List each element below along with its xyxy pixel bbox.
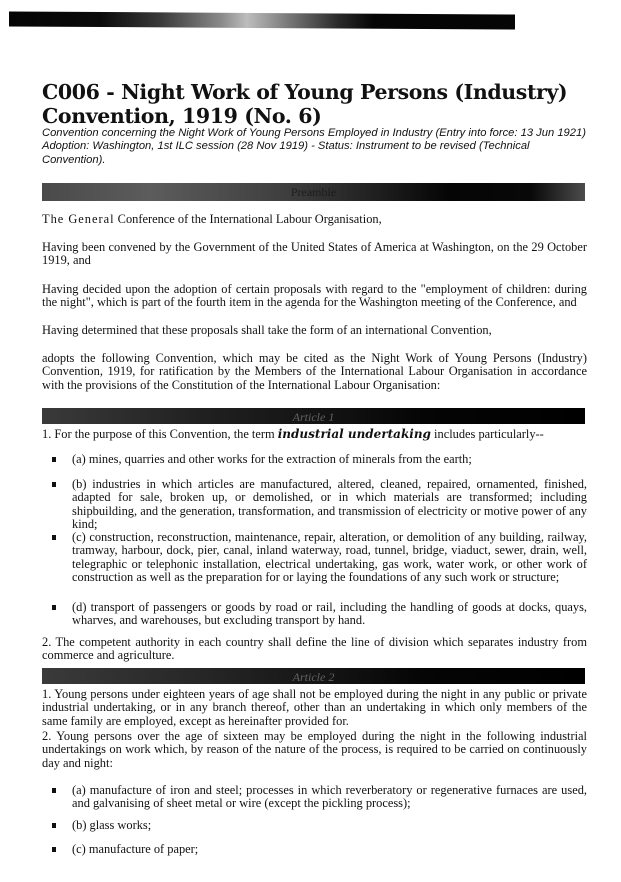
preamble-paragraph: Having been convened by the Government of the United States of America at Washington, on the 29 October 1919, and [42, 240, 587, 268]
article-2-paragraph-2: 2. Young persons over the age of sixteen may be employed during the night in the following industrial undertakings on work which, by reason of the nature of the process, is required to be carried on continuously day and night: [42, 729, 587, 770]
bullet-icon [52, 847, 56, 852]
document-title: C006 - Night Work of Young Persons (Industry) Convention, 1919 (No. 6) [42, 80, 568, 128]
list-item [72, 784, 587, 811]
list-item [72, 531, 587, 584]
preamble-paragraph: Having determined that these proposals shall take the form of an international Convention, [42, 323, 492, 337]
list-item-text: (a) manufacture of iron and steel; processes in which reverberatory or regenerative furnaces are used, and galvanising of sheet metal or wire (except the pickling process); [72, 783, 587, 811]
opening-lead: The General [42, 212, 115, 226]
section-heading: Preamble [290, 185, 337, 199]
bullet-icon [52, 823, 56, 828]
section-banner-article-2 [42, 668, 585, 684]
list-item-text: (b) industries in which articles are manufactured, altered, cleaned, repaired, ornamented, finished, adapted for sale, broken up, or demolished, or in which materials are transformed; including shipbuilding, and the generation, transformation, and transmission of electricity or motive power of any kind; [72, 477, 587, 531]
page-top-rule [9, 11, 515, 29]
bullet-icon [52, 457, 56, 462]
list-item-text: (c) construction, reconstruction, maintenance, repair, alteration, or demolition of any building, railway, tramway, harbour, dock, pier, canal, inland waterway, road, tunnel, bridge, viaduct, sewer, drain, well, telegraphic or telephonic installation, electrical undertaking, gas work, water work, or other work of construction as well as the preparation for or laying the foundations of any such work or structure; [72, 530, 587, 584]
defined-term: industrial undertaking [277, 427, 431, 441]
article-1-paragraph-2: 2. The competent authority in each country shall define the line of division which separates industry from commerce and agriculture. [42, 635, 587, 663]
section-banner-preamble [42, 183, 585, 201]
list-item-text: (b) glass works; [72, 818, 152, 832]
list-item [72, 453, 587, 466]
section-banner-article-1 [42, 408, 585, 424]
bullet-icon [52, 482, 56, 487]
list-item-text: (d) transport of passengers or goods by road or rail, including the handling of goods at docks, quays, wharves, and warehouses, but excluding transport by hand. [72, 600, 587, 628]
list-item [72, 601, 587, 628]
list-item-text: (c) manufacture of paper; [72, 842, 199, 856]
section-heading: Article 2 [292, 670, 335, 684]
text: includes particularly-- [430, 427, 544, 441]
article-1-paragraph-1 [42, 428, 587, 441]
article-2-paragraph-1: 1. Young persons under eighteen years of age shall not be employed during the night in any public or private industrial undertaking, or in any branch thereof, other than an undertaking in which only members of the same family are employed, except as hereinafter provided for. [42, 687, 587, 728]
bullet-icon [52, 788, 56, 793]
list-item [72, 843, 587, 856]
list-item [72, 478, 587, 531]
list-item [72, 819, 587, 832]
document-subtitle: Convention concerning the Night Work of Young Persons Employed in Industry (Entry into force: 13 Jun 1921) Adoption: Washington, 1st ILC session (28 Nov 1919) - Status: Instrument to be revised (Technical Convention). [42, 127, 586, 166]
preamble-paragraph: adopts the following Convention, which may be cited as the Night Work of Young Persons (Industry) Convention, 1919, for ratification by the Members of the International Labour Organisation in accordance with the provisions of the Constitution of the International Labour Organisation: [42, 351, 587, 392]
bullet-icon [52, 605, 56, 610]
list-item-text: (a) mines, quarries and other works for the extraction of minerals from the earth; [72, 452, 472, 466]
section-heading: Article 1 [292, 410, 335, 424]
preamble-opening [42, 213, 587, 226]
preamble-paragraph: Having decided upon the adoption of certain proposals with regard to the "employment of children: during the night", which is part of the fourth item in the agenda for the Washington meeting of the Conference, and [42, 282, 587, 310]
opening-rest: Conference of the International Labour Organisation, [114, 212, 382, 226]
text: 1. For the purpose of this Convention, the term [42, 427, 278, 441]
bullet-icon [52, 535, 56, 540]
